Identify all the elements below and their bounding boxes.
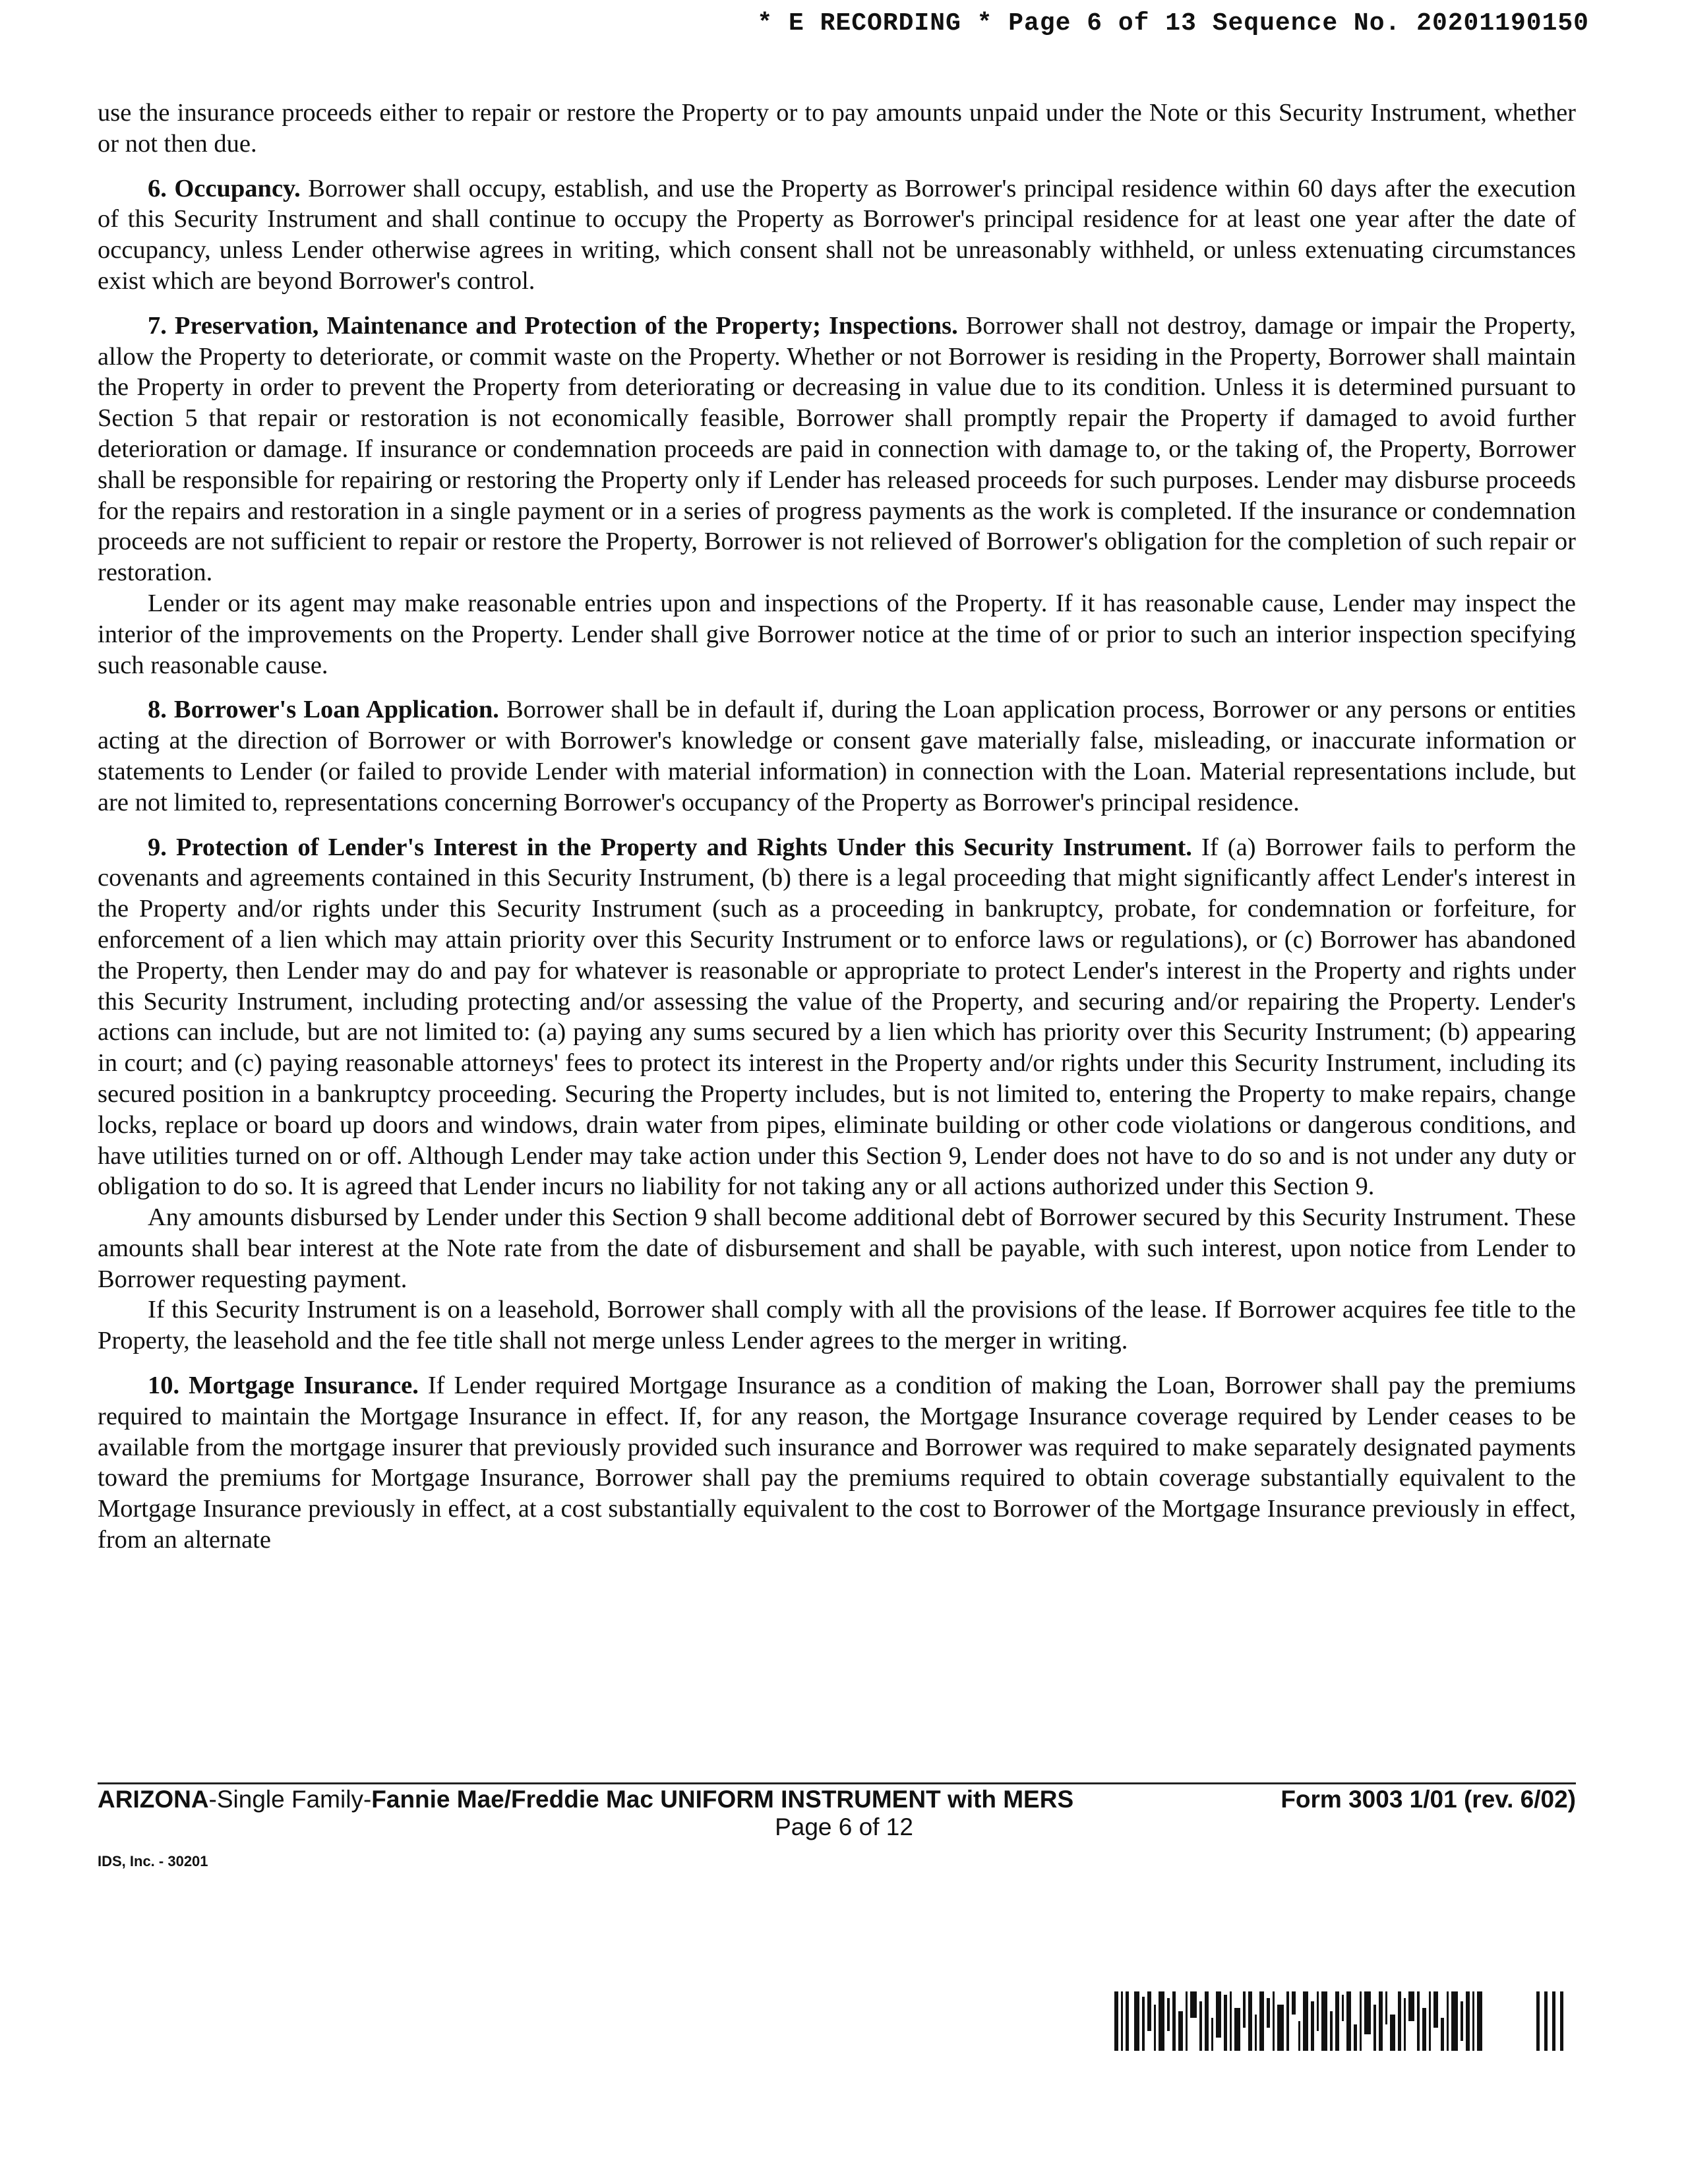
footer-vendor-code: IDS, Inc. - 30201 <box>98 1853 208 1869</box>
section-6-title: 6. Occupancy. <box>148 174 301 202</box>
footer-form-number: Form 3003 1/01 (rev. 6/02) <box>1281 1786 1576 1813</box>
section-10-title: 10. Mortgage Insurance. <box>148 1372 419 1400</box>
footer-form-title <box>98 1786 1073 1813</box>
section-9-title: 9. Protection of Lender's Interest in the Property and Rights Under this Security Instrument. <box>148 833 1192 861</box>
section-10-body: If Lender required Mortgage Insurance as a condition of making the Loan, Borrower shall pay the premiums required to maintain the Mortgage Insurance in effect. If, for any reason, the Mortgage Insurance coverage required by Lender ceases to be available from the mortgage insurer that previously provided such insurance and Borrower was required to make separately designated payments toward the premiums for Mortgage Insurance, Borrower shall pay the premiums required to obtain coverage substantially equivalent to the Mortgage Insurance previously in effect, at a cost substantially equivalent to the cost to Borrower of the Mortgage Insurance previously in effect, from an alternate <box>98 1372 1576 1554</box>
section-7-body: Borrower shall not destroy, damage or impair the Property, allow the Property to deteriorate, or commit waste on the Property. Whether or not Borrower is residing in the Property, Borrower shall maintain the Property in order to prevent the Property from deteriorating or decreasing in value due to its condition. Unless it is determined pursuant to Section 5 that repair or restoration is not economically feasible, Borrower shall promptly repair the Property if damaged to avoid further deterioration or damage. If insurance or condemnation proceeds are paid in connection with damage to, or the taking of, the Property, Borrower shall be responsible for repairing or restoring the Property only if Lender has released proceeds for such purposes. Lender may disburse proceeds for the repairs and restoration in a single payment or in a series of progress payments as the work is completed. If the insurance or condemnation proceeds are not sufficient to repair or restore the Property, Borrower is not relieved of Borrower's obligation for the completion of such repair or restoration. <box>98 311 1576 587</box>
section-8-loan-application <box>98 694 1576 818</box>
section-9-leasehold-paragraph: If this Security Instrument is on a leasehold, Borrower shall comply with all the provisions of the lease. If Borrower acquires fee title to the Property, the leasehold and the fee title shall not merge unless Lender agrees to the merger in writing. <box>98 1296 1576 1355</box>
barcode-icon <box>1114 1991 1576 2051</box>
footer-instrument: Fannie Mae/Freddie Mac UNIFORM INSTRUMENT with MERS <box>371 1786 1074 1813</box>
footer-state: ARIZONA <box>98 1786 209 1813</box>
paragraph-continued: use the insurance proceeds either to repair or restore the Property or to pay amounts unpaid under the Note or this Security Instrument, whether or not then due. <box>98 99 1576 158</box>
section-7-preservation <box>98 311 1576 588</box>
document-body <box>98 98 1576 1556</box>
section-8-body: Borrower shall be in default if, during the Loan application process, Borrower or any persons or entities acting at the direction of Borrower or with Borrower's knowledge or consent gave materially false, misleading, or inaccurate information or statements to Lender (or failed to provide Lender with material information) in connection with the Loan. Material representations include, but are not limited to, representations concerning Borrower's occupancy of the Property as Borrower's principal residence. <box>98 696 1576 816</box>
section-9-body: If (a) Borrower fails to perform the covenants and agreements contained in this Security Instrument, (b) there is a legal proceeding that might significantly affect Lender's interest in the Property and/or rights under this Security Instrument (such as a proceeding in bankruptcy, probate, for condemnation or forfeiture, for enforcement of a lien which may attain priority over this Security Instrument or to enforce laws or regulations), or (c) Borrower has abandoned the Property, then Lender may do and pay for whatever is reasonable or appropriate to protect Lender's interest in the Property and rights under this Security Instrument, including protecting and/or assessing the value of the Property, and securing and/or repairing the Property. Lender's actions can include, but are not limited to: (a) paying any sums secured by a lien which has priority over this Security Instrument; (b) appearing in court; and (c) paying reasonable attorneys' fees to protect its interest in the Property and/or rights under this Security Instrument, including its secured position in a bankruptcy proceeding. Securing the Property includes, but is not limited to, entering the Property to make repairs, change locks, replace or board up doors and windows, drain water from pipes, eliminate building or other code violations or dangerous conditions, and have utilities turned on or off. Although Lender may take action under this Section 9, Lender does not have to do so and is not under any duty or obligation to do so. It is agreed that Lender incurs no liability for not taking any or all actions authorized under this Section 9. <box>98 833 1576 1201</box>
footer-page-number: Page 6 of 12 <box>775 1813 913 1840</box>
recording-stamp: * E RECORDING * Page 6 of 13 Sequence No. 20201190150 <box>757 9 1589 38</box>
section-6-body: Borrower shall occupy, establish, and use the Property as Borrower's principal residence within 60 days after the execution of this Security Instrument and shall continue to occupy the Property as Borrower's principal residence for at least one year after the date of occupancy, unless Lender otherwise agrees in writing, which consent shall not be unreasonably withheld, or unless extenuating circumstances exist which are beyond Borrower's control. <box>98 174 1576 295</box>
section-10-mortgage-insurance <box>98 1370 1576 1556</box>
section-7-title: 7. Preservation, Maintenance and Protection of the Property; Inspections. <box>148 311 958 340</box>
footer-family: -Single Family- <box>208 1786 372 1813</box>
section-9-protection <box>98 832 1576 1203</box>
section-7-inspection-paragraph: Lender or its agent may make reasonable entries upon and inspections of the Property. If it has reasonable cause, Lender may inspect the interior of the improvements on the Property. Lender shall give Borrower notice at the time of or prior to such an interior inspection specifying such reasonable cause. <box>98 589 1576 679</box>
section-8-title: 8. Borrower's Loan Application. <box>148 696 499 724</box>
section-9-disbursement-paragraph: Any amounts disbursed by Lender under this Section 9 shall become additional debt of Borrower secured by this Security Instrument. These amounts shall bear interest at the Note rate from the date of disbursement and shall be payable, with such interest, upon notice from Lender to Borrower requesting payment. <box>98 1203 1576 1293</box>
section-6-occupancy <box>98 173 1576 297</box>
footer-divider <box>98 1782 1576 1784</box>
